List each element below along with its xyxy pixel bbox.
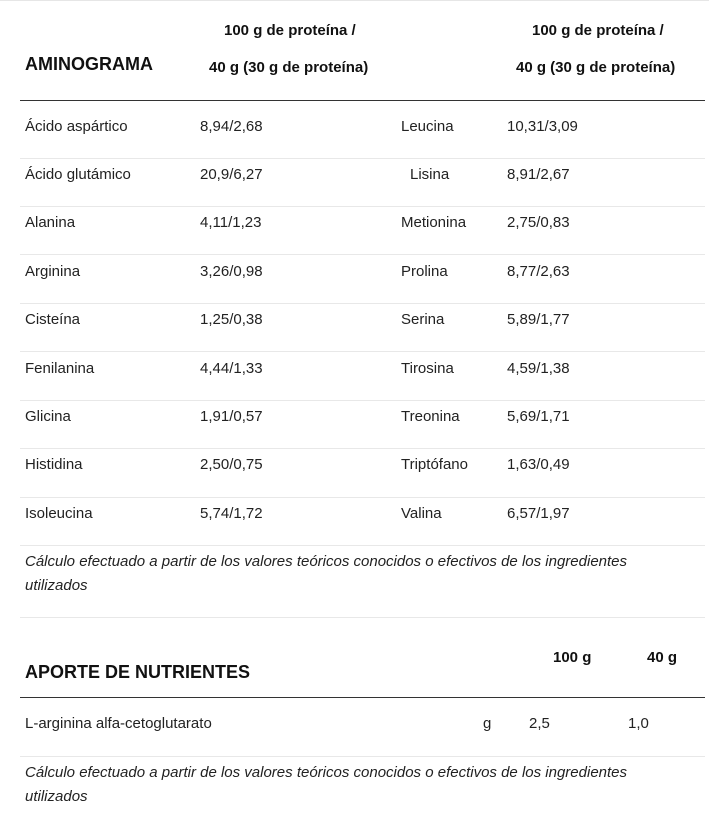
amino-right-value: 4,59/1,38 <box>507 360 570 377</box>
amino-right-name: Leucina <box>401 118 454 135</box>
nutrient-value-100g: 2,5 <box>529 715 550 732</box>
amino-right-value: 2,75/0,83 <box>507 214 570 231</box>
row-divider <box>20 448 705 449</box>
amino-left-name: Glicina <box>25 408 71 425</box>
amino-right-name: Serina <box>401 311 445 328</box>
amino-left-name: Ácido aspártico <box>25 118 128 135</box>
amino-right-name: Treonina <box>401 408 460 425</box>
amino-left-name: Arginina <box>25 263 81 280</box>
row-divider <box>20 351 705 352</box>
aminogram-col2-header-line1: 100 g de proteína / <box>532 22 664 39</box>
nutrient-value-40g: 1,0 <box>628 715 649 732</box>
row-divider <box>20 254 705 255</box>
nutrient-unit: g <box>483 715 492 732</box>
amino-left-name: Fenilanina <box>25 360 95 377</box>
amino-right-value: 5,69/1,71 <box>507 408 570 425</box>
amino-right-name: Lisina <box>410 166 450 183</box>
section-divider <box>20 617 705 618</box>
amino-right-value: 8,77/2,63 <box>507 263 570 280</box>
nutrients-header-divider <box>20 697 705 698</box>
nutrients-note: Cálculo efectuado a partir de los valores teóricos conocidos o efectivos de los ingredientes utilizados <box>25 764 628 805</box>
aminogram-col1-header-line1: 100 g de proteína / <box>224 22 356 39</box>
aminogram-header-divider <box>20 100 705 101</box>
row-divider <box>20 303 705 304</box>
nutrients-col-40g: 40 g <box>647 649 678 666</box>
amino-right-name: Triptófano <box>401 456 468 473</box>
amino-left-name: Histidina <box>25 456 83 473</box>
amino-left-value: 20,9/6,27 <box>200 166 263 183</box>
nutrients-col-100g: 100 g <box>553 649 592 666</box>
amino-left-value: 4,11/1,23 <box>200 214 262 231</box>
row-divider <box>20 400 705 401</box>
aminogram-title: AMINOGRAMA <box>25 54 153 74</box>
aminogram-col2-header-line2: 40 g (30 g de proteína) <box>516 59 676 76</box>
nutrient-name: L-arginina alfa-cetoglutarato <box>25 715 212 732</box>
amino-right-name: Tirosina <box>401 360 454 377</box>
amino-left-value: 8,94/2,68 <box>200 118 263 135</box>
amino-right-name: Prolina <box>401 263 448 280</box>
amino-right-name: Metionina <box>401 214 467 231</box>
row-divider <box>20 545 705 546</box>
amino-left-value: 5,74/1,72 <box>200 505 263 522</box>
amino-left-value: 1,91/0,57 <box>200 408 263 425</box>
amino-left-value: 2,50/0,75 <box>200 456 263 473</box>
amino-right-value: 1,63/0,49 <box>507 456 570 473</box>
row-divider <box>20 756 705 757</box>
row-divider <box>20 497 705 498</box>
aminogram-col1-header-line2: 40 g (30 g de proteína) <box>209 59 369 76</box>
amino-right-name: Valina <box>401 505 442 522</box>
amino-right-value: 10,31/3,09 <box>507 118 578 135</box>
amino-left-name: Isoleucina <box>25 505 93 522</box>
amino-left-value: 3,26/0,98 <box>200 263 263 280</box>
amino-right-value: 5,89/1,77 <box>507 311 570 328</box>
aminogram-note: Cálculo efectuado a partir de los valores teóricos conocidos o efectivos de los ingredientes utilizados <box>25 553 628 594</box>
nutrients-title: APORTE DE NUTRIENTES <box>25 662 251 682</box>
amino-left-value: 1,25/0,38 <box>200 311 263 328</box>
top-border <box>0 0 709 1</box>
amino-left-name: Cisteína <box>25 311 81 328</box>
row-divider <box>20 158 705 159</box>
amino-right-value: 8,91/2,67 <box>507 166 570 183</box>
row-divider <box>20 206 705 207</box>
amino-left-name: Ácido glutámico <box>25 166 131 183</box>
amino-right-value: 6,57/1,97 <box>507 505 570 522</box>
amino-left-name: Alanina <box>25 214 76 231</box>
amino-left-value: 4,44/1,33 <box>200 360 263 377</box>
